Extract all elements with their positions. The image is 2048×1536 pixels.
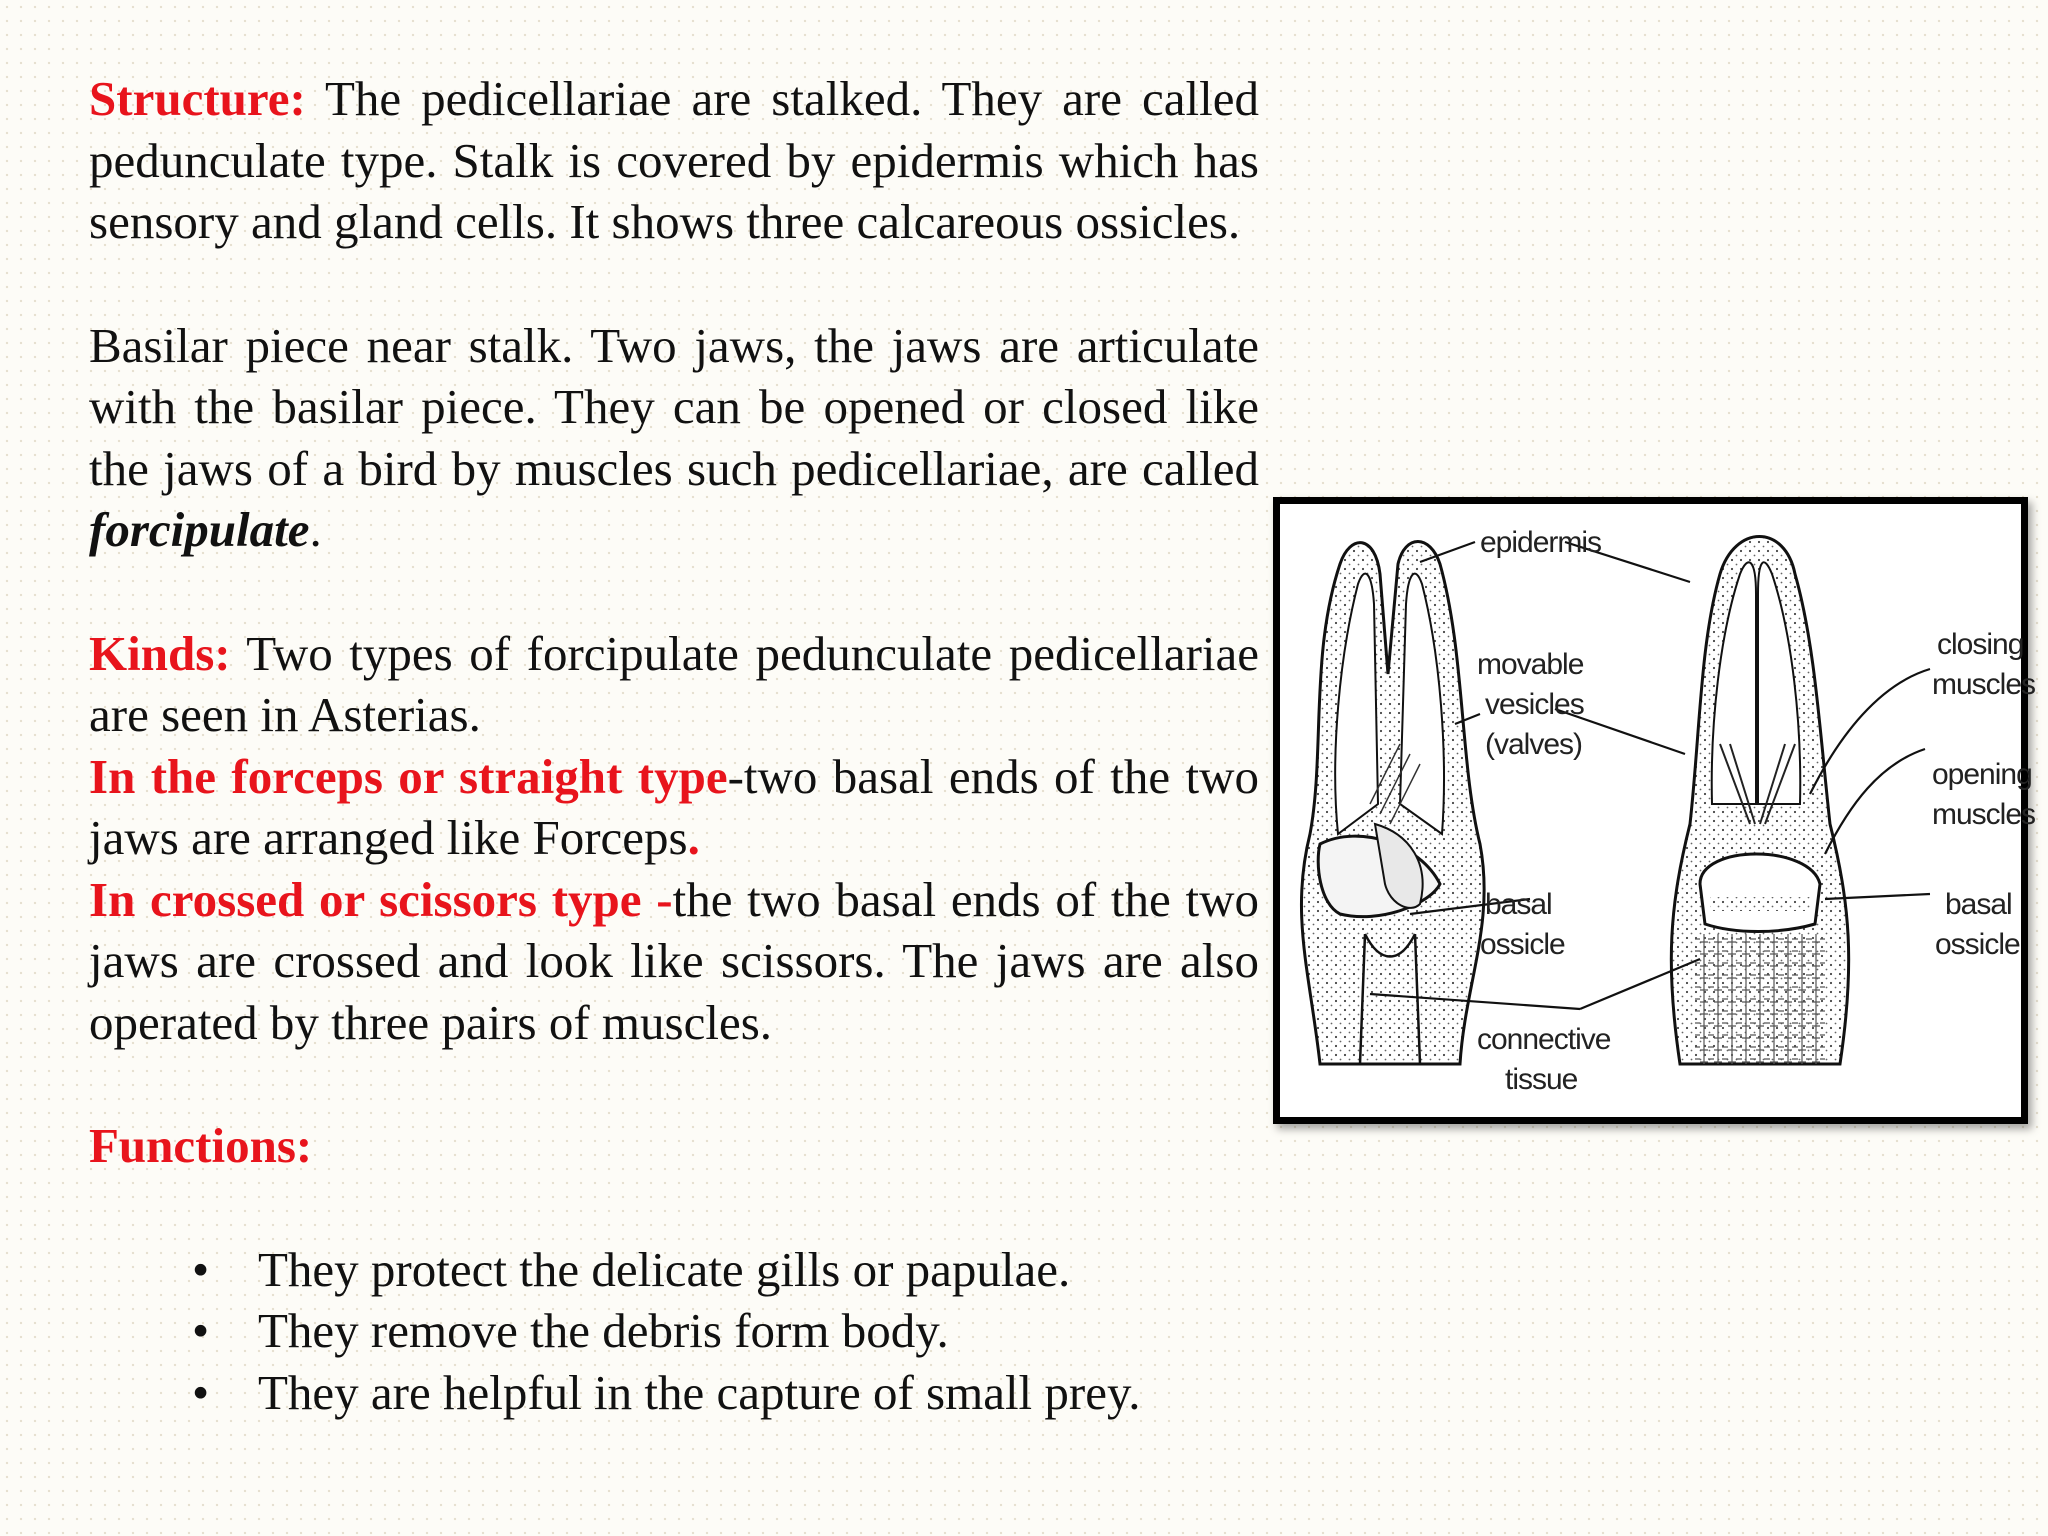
label-epidermis: epidermis — [1480, 526, 1602, 559]
pedicellaria-diagram — [1280, 504, 2036, 1117]
pedicellaria-figure — [1273, 497, 2036, 1124]
label-valves: (valves) — [1485, 728, 1583, 761]
basilar-paragraph — [89, 315, 1259, 561]
structure-paragraph — [89, 68, 1259, 253]
forcipulate-term: forcipulate — [89, 502, 310, 557]
bullet-icon: • — [192, 1241, 210, 1297]
function-text: They remove the debris form body. — [258, 1303, 949, 1358]
crossed-text: the two basal ends of the two jaws are crossed and look like scissors. The jaws are also operated by three pairs of muscles. — [89, 871, 1259, 1050]
straight-pedicellaria — [1671, 537, 1848, 1065]
basilar-end: . — [309, 502, 322, 557]
label-ossicle-left: ossicle — [1480, 928, 1565, 961]
basilar-text: Basilar piece near stalk. Two jaws, the jaws are articulate with the basilar piece. They can be opened or closed like the jaws of a bird by muscles such pedicellariae, are called — [89, 317, 1259, 496]
forceps-heading: In the forceps or straight type — [89, 748, 728, 804]
functions-list — [89, 1239, 1259, 1424]
functions-heading-line — [89, 1115, 1259, 1177]
label-vesicles: vesicles — [1485, 688, 1584, 721]
bullet-icon: • — [192, 1364, 210, 1420]
label-connective: connective — [1477, 1023, 1611, 1056]
forceps-text: -two basal ends of the two jaws are arranged like Forceps — [89, 748, 1260, 865]
label-closing: closing — [1937, 628, 2024, 661]
forceps-paragraph — [89, 746, 1259, 869]
structure-heading: Structure: — [89, 71, 306, 126]
functions-heading: Functions: — [89, 1118, 313, 1173]
label-tissue: tissue — [1505, 1063, 1578, 1096]
label-closing-muscles: muscles — [1932, 668, 2036, 701]
structure-text: The pedicellariae are stalked. They are called pedunculate type. Stalk is covered by epidermis which has sensory and gland cells. It shows three calcareous ossicles. — [89, 71, 1259, 249]
forceps-period: . — [687, 810, 700, 865]
label-basal-left: basal — [1485, 888, 1552, 921]
label-ossicle-right: ossicle — [1935, 928, 2020, 961]
crossed-heading: In crossed or scissors type - — [89, 871, 673, 927]
function-text: They protect the delicate gills or papulae. — [258, 1241, 1071, 1297]
label-movable: movable — [1477, 648, 1584, 681]
list-item — [192, 1239, 1259, 1301]
crossed-paragraph — [89, 869, 1259, 1054]
kinds-heading: Kinds: — [89, 625, 231, 681]
kinds-text: Two types of forcipulate pedunculate pedicellariae are seen in Asterias. — [89, 625, 1259, 742]
list-item — [192, 1362, 1259, 1424]
label-basal-right: basal — [1945, 888, 2012, 921]
label-opening: opening — [1932, 758, 2032, 791]
list-item — [192, 1300, 1259, 1362]
bullet-icon: • — [192, 1303, 210, 1358]
function-text: They are helpful in the capture of small prey. — [258, 1364, 1141, 1420]
crossed-pedicellaria — [1301, 542, 1484, 1065]
text-column — [89, 68, 1259, 1423]
label-opening-muscles: muscles — [1932, 798, 2036, 831]
kinds-paragraph — [89, 623, 1259, 746]
